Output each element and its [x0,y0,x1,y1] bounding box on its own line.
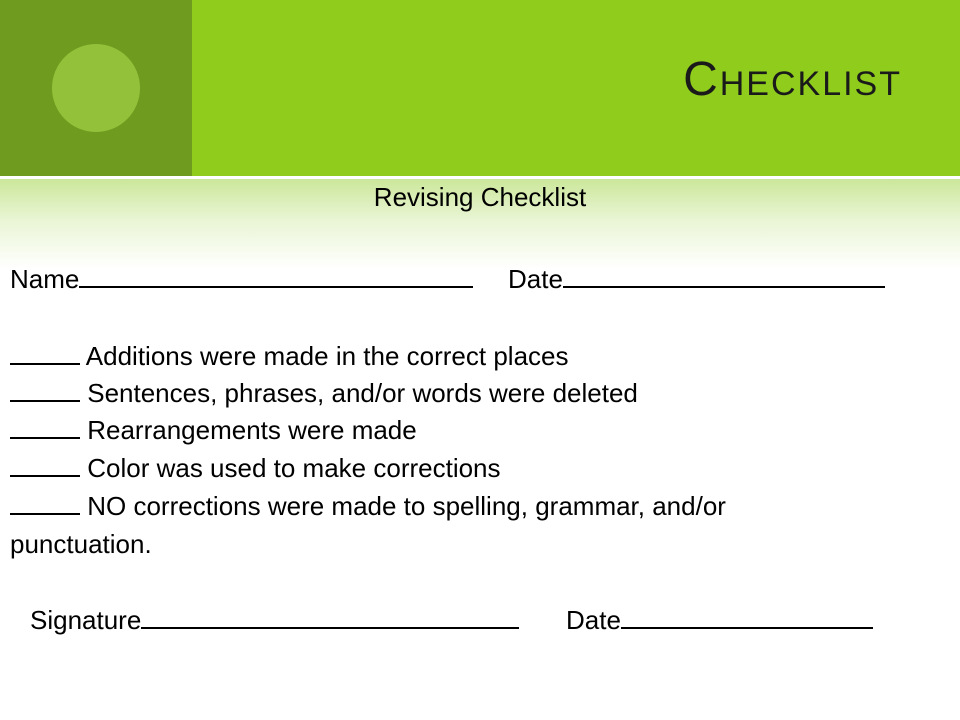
checklist-item [10,376,638,409]
date-blank [563,262,885,288]
checkbox-blank [10,413,80,439]
checklist-heading: Revising Checklist [373,182,587,212]
item-text: Rearrangements were made [87,415,417,445]
signature-date-label: Date [566,605,621,635]
signature-date-row [566,603,873,636]
item-text: Sentences, phrases, and/or words were deleted [87,378,638,408]
name-row [10,262,473,295]
checklist-item [10,489,726,522]
item-text: Additions were made in the correct places [85,341,569,371]
item-text: Color was used to make corrections [87,453,501,483]
item-continuation: punctuation. [10,529,152,559]
checkbox-blank [10,451,80,477]
checkbox-blank [10,489,80,515]
checklist-item [10,413,417,446]
checklist-item [10,451,501,484]
name-blank [79,262,473,288]
date-row [508,262,885,295]
checkbox-blank [10,339,80,365]
slide-title: Checklist [683,53,902,106]
checklist-item [10,339,569,372]
signature-blank [141,603,519,629]
signature-label: Signature [30,605,142,635]
date-label: Date [508,264,563,294]
signature-date-blank [621,603,873,629]
name-label: Name [10,264,80,294]
checkbox-blank [10,376,80,402]
signature-row [30,603,519,636]
item-text: NO corrections were made to spelling, grammar, and/or [87,491,726,521]
